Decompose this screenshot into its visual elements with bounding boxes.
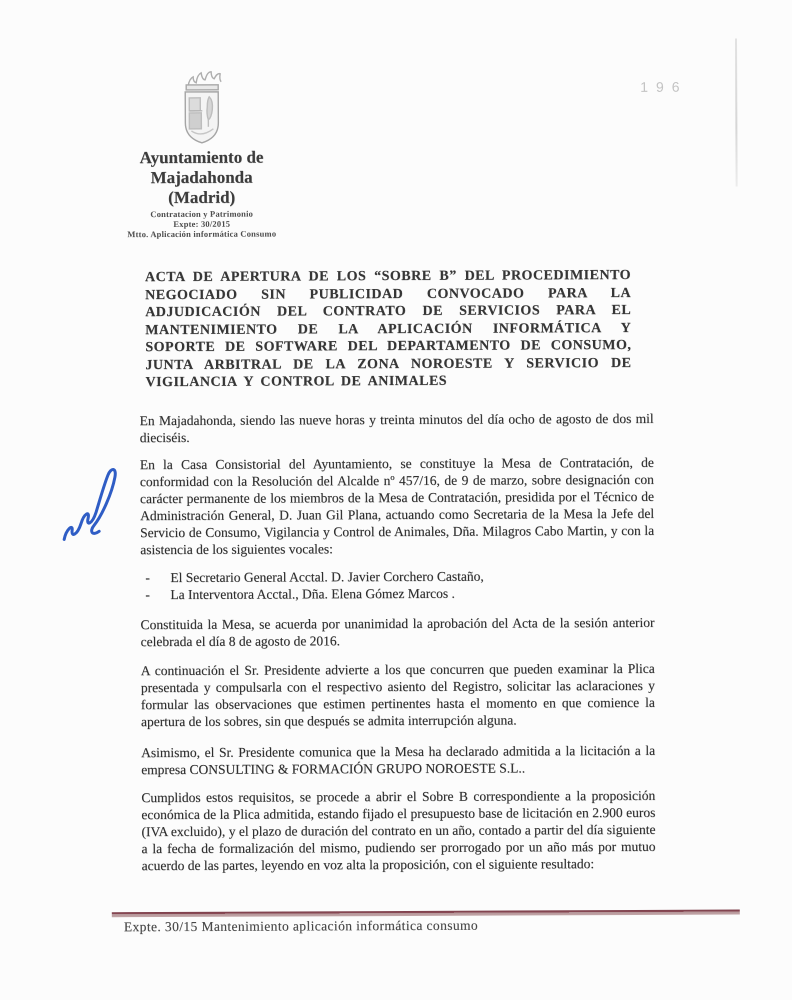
vocales-list — [140, 566, 654, 602]
document-title: ACTA DE APERTURA DE LOS “SOBRE B” DEL PROCEDIMIENTO NEGOCIADO SIN PUBLICIDAD CONVOCADO PARA LA ADJUDICACIÓN DEL CONTRATO DE SERVICIOS PARA EL MANTENIMIENTO DE LA APLICACIÓN INFORMÁTICA Y SOPORTE DE SOFTWARE DEL DEPARTAMENTO DE CONSUMO, JUNTA ARBITRAL DE LA ZONA NOROESTE Y SERVICIO DE VIGILANCIA Y CONTROL DE ANIMALES — [144, 267, 632, 391]
org-line-2: Majadahonda — [150, 167, 253, 188]
org-line-1: Ayuntamiento de — [139, 147, 264, 168]
coat-of-arms-icon — [165, 71, 237, 149]
paragraph-advertencia-presidente: A continuación el Sr. Presidente advierte a los que concurren que pueden examinar la Plica presentada y compulsarla con el respectivo asiento del Registro, solicitar las aclaraciones y formular las observaciones que estimen pertinentes hasta el momento en que comience la apertura de los sobres, sin que después se admita interrupción alguna. — [140, 660, 655, 729]
bullet-dash: - — [145, 569, 150, 585]
page-number-stamp: 196 — [640, 78, 688, 95]
paragraph-date-place: En Majadahonda, siendo las nueve horas y treinta minutos del día ocho de agosto de dos mil dieciséis. — [139, 410, 654, 445]
vocal-secretario: El Secretario General Acctal. D. Javier Corchero Castaño, — [170, 568, 484, 585]
organization-name — [103, 147, 299, 208]
vocal-interventora: La Interventora Acctal., Dña. Elena Gómez Marcos . — [170, 585, 455, 602]
paragraph-acta-anterior: Constituida la Mesa, se acuerda por unanimidad la aprobación del Acta de la sesión anterior celebrada el día 8 de agosto de 2016. — [140, 614, 655, 649]
list-item — [140, 583, 654, 602]
footer-file-reference: Expte. 30/15 Mantenimiento aplicación informática consumo — [123, 917, 479, 935]
paragraph-empresa-admitida: Asimismo, el Sr. Presidente comunica que la Mesa ha declarado admitida a la licitación a la empresa CONSULTING & FORMACIÓN GRUPO NOROESTE S.L.. — [141, 742, 656, 777]
paragraph-apertura-sobre-b: Cumplidos estos requisitos, se procede a abrir el Sobre B correspondiente a la proposición económica de la Plica admitida, estando fijado el presupuesto base de licitación en 2.900 euros (IVA excluido), y el plazo de duración del contrato en un año, contado a partir del día siguiente a la fecha de formalización del mismo, pudiendo ser prorrogado por un año más por mutuo acuerdo de las partes, leyendo en voz alta la proposición, con el siguiente resultado: — [141, 787, 656, 873]
subject-line: Mtto. Aplicación informática Consumo — [127, 228, 277, 240]
bullet-dash: - — [145, 586, 150, 602]
scan-artifact-line — [735, 39, 738, 187]
org-line-3: (Madrid) — [168, 187, 236, 207]
department-block — [87, 208, 317, 239]
paragraph-mesa-constitucion: En la Casa Consistorial del Ayuntamiento, se constituye la Mesa de Contratación, de conformidad con la Resolución del Alcalde nº 457/16, de 9 de marzo, sobre designación con carácter permanente de los miembros de la Mesa de Contratación, presidida por el Técnico de Administración General, D. Juan Gil Plana, actuando como Secretaria de la Mesa la Jefe del Servicio de Consumo, Vigilancia y Control de Animales, Dña. Milagros Cabo Martin, y con la asistencia de los siguientes vocales: — [139, 454, 655, 557]
file-number-line: Expte: 30/2015 — [173, 218, 231, 229]
document-body — [139, 267, 656, 874]
handwritten-initials-icon — [54, 457, 118, 557]
department-line: Contratacion y Patrimonio — [150, 208, 254, 220]
footer-divider — [112, 910, 740, 918]
